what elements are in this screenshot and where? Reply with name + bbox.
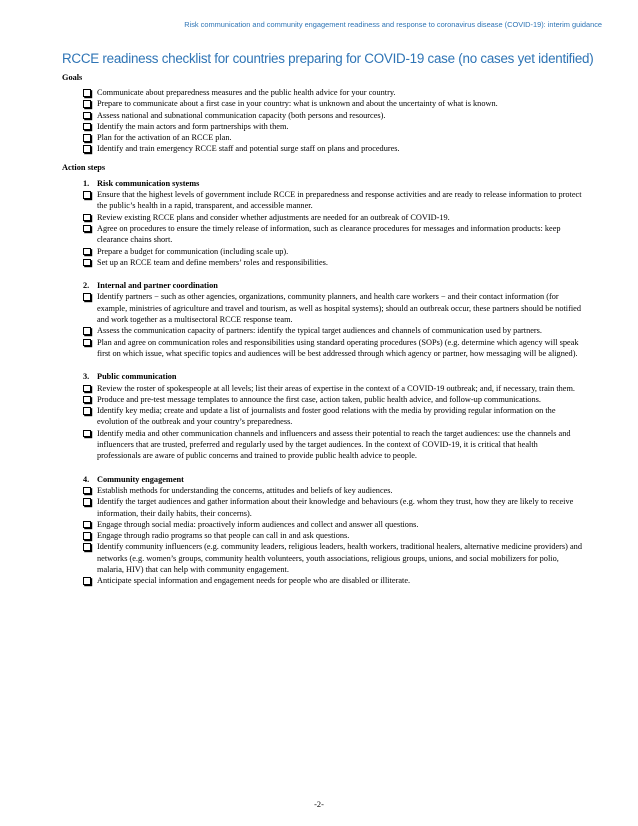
goal-text: Plan for the activation of an RCCE plan. bbox=[97, 133, 232, 143]
checkbox-icon bbox=[83, 259, 91, 267]
checkbox-icon bbox=[83, 498, 91, 506]
action-item bbox=[62, 257, 582, 268]
action-text: Plan and agree on communication roles and responsibilities using standard operating procedures (SOPs) (e.g. determine which agency will speak first on which issue, what specific topics and audiences will be best addressed through which agency or partner, how messaging will be aligned). bbox=[97, 337, 579, 358]
checkbox-icon bbox=[83, 532, 91, 540]
goal-item bbox=[62, 110, 582, 121]
checkbox-icon bbox=[83, 225, 91, 233]
checkbox-icon bbox=[83, 293, 91, 301]
action-item bbox=[62, 394, 582, 405]
action-text: Establish methods for understanding the concerns, attitudes and beliefs of key audiences. bbox=[97, 485, 393, 495]
goal-text: Prepare to communicate about a first case in your country: what is unknown and about the uncertainty of what is known. bbox=[97, 99, 498, 109]
section-list bbox=[62, 485, 582, 587]
section-title: Risk communication systems bbox=[97, 178, 200, 188]
checkbox-icon bbox=[83, 214, 91, 222]
goal-item bbox=[62, 87, 582, 98]
goal-text: Communicate about preparedness measures and the public health advice for your country. bbox=[97, 88, 396, 97]
checkbox-icon bbox=[83, 487, 91, 495]
goal-item bbox=[62, 121, 582, 132]
action-item bbox=[62, 428, 582, 462]
section-list bbox=[62, 383, 582, 462]
section-title: Internal and partner coordination bbox=[97, 281, 218, 291]
goal-item bbox=[62, 143, 582, 154]
checkbox-icon bbox=[83, 100, 91, 108]
action-text: Ensure that the highest levels of government include RCCE in preparedness and response activities and are ready to release information to protect the public’s health in a rapid, transparent, and accessible manner. bbox=[97, 190, 582, 211]
action-item bbox=[62, 246, 582, 257]
action-item bbox=[62, 291, 582, 325]
checkbox-icon bbox=[83, 430, 91, 438]
goal-item bbox=[62, 132, 582, 143]
action-text: Prepare a budget for communication (including scale up). bbox=[97, 246, 289, 256]
goal-text: Identify the main actors and form partnerships with them. bbox=[97, 121, 289, 131]
page-number: -2- bbox=[314, 800, 324, 809]
checkbox-icon bbox=[83, 248, 91, 256]
checkbox-icon bbox=[83, 577, 91, 585]
section-list bbox=[62, 189, 582, 268]
document-body bbox=[62, 50, 594, 587]
checkbox-icon bbox=[83, 112, 91, 120]
action-item bbox=[62, 337, 582, 360]
checkbox-icon bbox=[83, 521, 91, 529]
checkbox-icon bbox=[83, 145, 91, 153]
action-item bbox=[62, 189, 582, 212]
action-item bbox=[62, 485, 582, 496]
goal-text: Identify and train emergency RCCE staff and potential surge staff on plans and procedures. bbox=[97, 144, 400, 154]
action-item bbox=[62, 530, 582, 541]
action-item bbox=[62, 223, 582, 246]
action-steps-label: Action steps bbox=[62, 162, 106, 172]
action-text: Engage through radio programs so that people can call in and ask questions. bbox=[97, 531, 350, 541]
checkbox-icon bbox=[83, 89, 91, 97]
section-risk-communication bbox=[62, 178, 582, 268]
checkbox-icon bbox=[83, 123, 91, 131]
action-text: Identify the target audiences and gather information about their knowledge and behaviours (e.g. whom they trust, how they are likely to receive information, their daily habits, their concerns). bbox=[97, 497, 574, 518]
running-header: Risk communication and community engagement readiness and response to coronavirus disease (COVID-19): interim guidance bbox=[184, 20, 602, 29]
section-partner-coordination bbox=[62, 280, 582, 359]
action-item bbox=[62, 405, 582, 428]
section-title: Community engagement bbox=[97, 474, 184, 484]
checkbox-icon bbox=[83, 191, 91, 199]
section-title: Public communication bbox=[97, 372, 177, 382]
checkbox-icon bbox=[83, 407, 91, 415]
action-text: Identify key media; create and update a list of journalists and foster good relations with the media by providing regular information on the evolution of the outbreak and your country’s preparedness. bbox=[97, 406, 556, 427]
action-text: Engage through social media: proactively inform audiences and collect and answer all questions. bbox=[97, 519, 419, 529]
action-text: Review existing RCCE plans and consider whether adjustments are needed for an outbreak of COVID-19. bbox=[97, 212, 450, 222]
checkbox-icon bbox=[83, 339, 91, 347]
action-text: Assess the communication capacity of partners: identify the typical target audiences and channels of communication used by partners. bbox=[97, 326, 542, 336]
section-number: 3. bbox=[83, 372, 90, 382]
action-text: Anticipate special information and engagement needs for people who are disabled or illiterate. bbox=[97, 576, 411, 586]
page-title: RCCE readiness checklist for countries preparing for COVID-19 case (no cases yet identified) bbox=[62, 51, 594, 66]
action-text: Set up an RCCE team and define members’ roles and responsibilities. bbox=[97, 257, 328, 267]
action-text: Identify partners − such as other agencies, organizations, community planners, and health care workers − and their contact information (for example, ministries of agriculture and travel and tourism, as well as hospital systems); should an outbreak occur, these partners should be notified and work together as a multisectoral RCCE response team. bbox=[97, 292, 581, 325]
checkbox-icon bbox=[83, 327, 91, 335]
checkbox-icon bbox=[83, 396, 91, 404]
action-item bbox=[62, 212, 582, 223]
action-item bbox=[62, 383, 582, 394]
action-item bbox=[62, 496, 582, 519]
action-item bbox=[62, 519, 582, 530]
section-list bbox=[62, 291, 582, 359]
action-text: Produce and pre-test message templates to announce the first case, action taken, public health advice, and follow-up communications. bbox=[97, 394, 541, 404]
section-heading bbox=[62, 474, 582, 485]
action-text: Identify community influencers (e.g. community leaders, religious leaders, health workers, traditional healers, alternative medicine providers) and networks (e.g. women’s groups, community health volunteers, youth associations, religious groups, unions, and social mobilizers for polio, malaria, HIV) that can help with community engagement. bbox=[97, 542, 582, 574]
section-heading bbox=[62, 280, 582, 291]
action-item bbox=[62, 325, 582, 336]
section-number: 1. bbox=[83, 178, 90, 188]
section-number: 4. bbox=[83, 474, 90, 484]
checkbox-icon bbox=[83, 385, 91, 393]
section-number: 2. bbox=[83, 281, 90, 291]
action-text: Review the roster of spokespeople at all levels; list their areas of expertise in the context of a COVID-19 outbreak; and, if necessary, train them. bbox=[97, 383, 575, 393]
goal-item bbox=[62, 98, 582, 109]
checkbox-icon bbox=[83, 134, 91, 142]
goals-label: Goals bbox=[62, 73, 83, 82]
section-community-engagement bbox=[62, 474, 582, 587]
section-public-communication bbox=[62, 371, 582, 461]
action-text: Identify media and other communication channels and influencers and assess their potential to reach the target audiences: use the channels and influencers that are trusted, preferred and regularly used by the target audiences. In the context of COVID-19, it is critical that health professionals are aware of public concerns and trained to provide public health advice to people. bbox=[97, 428, 571, 461]
section-heading bbox=[62, 178, 582, 189]
goals-list bbox=[62, 87, 582, 155]
checkbox-icon bbox=[83, 543, 91, 551]
action-item bbox=[62, 541, 582, 575]
goal-text: Assess national and subnational communication capacity (both persons and resources). bbox=[97, 110, 386, 120]
action-item bbox=[62, 575, 582, 586]
action-text: Agree on procedures to ensure the timely release of information, such as clearance procedures for messages and information products: keep clearance chains short. bbox=[97, 223, 561, 245]
section-heading bbox=[62, 371, 582, 382]
